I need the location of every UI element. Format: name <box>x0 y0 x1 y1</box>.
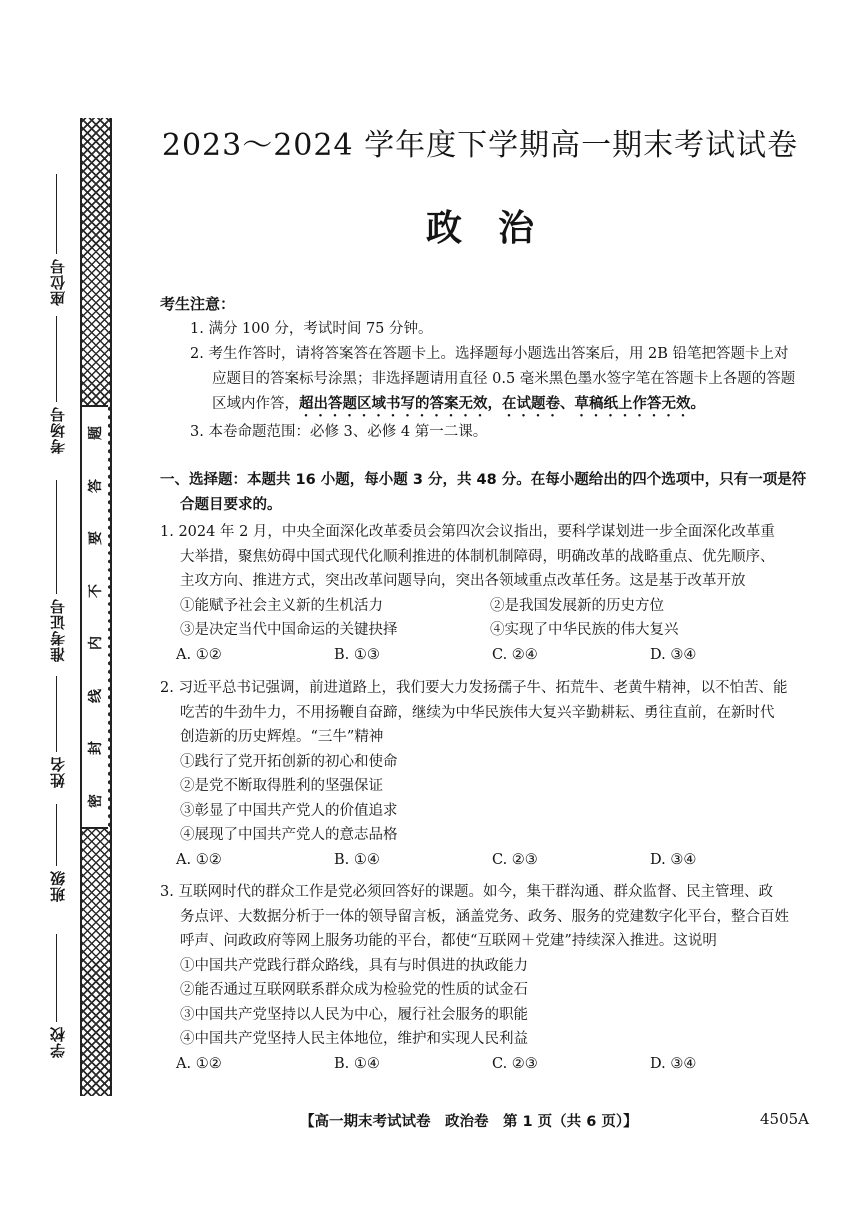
question-stem: 大举措，聚焦妨碍中国式现代化顺利推进的体制机制障碍，明确改革的战略重点、优先顺序、 <box>180 548 775 565</box>
choice-b[interactable]: B. ①④ <box>334 1055 380 1072</box>
statement: ①践行了党开拓创新的初心和使命 <box>180 753 398 770</box>
section-heading <box>160 468 820 518</box>
statement: ②是党不断取得胜利的坚强保证 <box>180 778 383 794</box>
exam-title: 2023～2024 学年度下学期高一期末考试试卷 <box>161 128 799 163</box>
seal-char: 封 <box>88 741 104 756</box>
notice-heading: 考生注意： <box>160 295 236 313</box>
question-1 <box>160 520 820 667</box>
admission-number-label: 准考证号 <box>48 598 67 662</box>
statement-row <box>160 618 820 643</box>
school-field[interactable] <box>42 1026 72 1058</box>
class-field[interactable] <box>42 870 72 902</box>
seal-line-text <box>82 405 108 829</box>
subject-title: 政 治 <box>425 208 534 249</box>
seal-char: 答 <box>88 478 104 493</box>
notice-item-2c <box>160 392 820 420</box>
binding-margin <box>0 0 120 1216</box>
statement: ④中国共产党坚持人民主体地位，维护和实现人民利益 <box>180 1031 528 1047</box>
choice-d[interactable]: D. ③④ <box>650 851 697 868</box>
seat-number-label: 座位号 <box>48 258 67 306</box>
name-field[interactable] <box>42 756 72 788</box>
statement-row <box>160 594 820 619</box>
class-line <box>56 804 57 866</box>
statement: ④实现了中华民族的伟大复兴 <box>490 622 679 638</box>
choice-row <box>160 1052 820 1077</box>
exam-room-line <box>56 316 57 402</box>
question-stem: 务点评、大数据分析于一体的领导留言板，涵盖党务、政务、服务的党建数字化平台，整合百姓 <box>180 908 789 925</box>
choice-d[interactable]: D. ③④ <box>650 646 697 663</box>
school-line <box>56 934 57 1022</box>
statement: ③是决定当代中国命运的关键抉择 <box>180 622 398 638</box>
exam-room-field[interactable] <box>42 406 72 454</box>
notice-item-2b: 应题目的答案标号涂黑；非选择题请用直径 0.5 毫米黑色墨水签字笔在答题卡上各题的答题 <box>212 371 796 387</box>
choice-b[interactable]: B. ①③ <box>334 646 380 663</box>
question-stem: 主攻方向、推进方式，突出改革问题导向，突出各领域重点改革任务。这是基于改革开放 <box>180 573 746 589</box>
admission-number-field[interactable] <box>42 598 72 662</box>
choice-c[interactable]: C. ②③ <box>492 851 538 868</box>
seal-char: 不 <box>88 583 104 598</box>
statement: ③中国共产党坚持以人民为中心，履行社会服务的职能 <box>180 1006 528 1023</box>
choice-row <box>160 643 820 668</box>
statement: ①能赋予社会主义新的生机活力 <box>180 597 383 614</box>
choice-row <box>160 848 820 873</box>
seal-char: 题 <box>88 426 104 441</box>
question-3 <box>160 880 820 1076</box>
notice-emphasis: 超出答题区域书写的答案无效，在试题卷、草稿纸上作答无效。 <box>299 396 705 412</box>
choice-c[interactable]: C. ②④ <box>492 646 538 663</box>
school-label: 学校 <box>48 1026 67 1058</box>
question-stem: 创造新的历史辉煌。“三牛”精神 <box>180 729 384 745</box>
notice-item-2c-text: 区域内作答， <box>212 396 299 412</box>
page-footer: 【高一期末考试试卷 政治卷 第 1 页（共 6 页）】 <box>300 1114 638 1130</box>
choice-b[interactable]: B. ①④ <box>334 851 380 868</box>
choice-a[interactable]: A. ①② <box>176 646 222 663</box>
seal-char: 密 <box>88 793 104 808</box>
question-2 <box>160 676 820 872</box>
statement: ②是我国发展新的历史方位 <box>490 597 664 614</box>
choice-d[interactable]: D. ③④ <box>650 1055 697 1072</box>
admission-number-line <box>56 480 57 594</box>
statement: ①中国共产党践行群众路线，具有与时俱进的执政能力 <box>180 957 528 974</box>
section-line-2: 合题目要求的。 <box>180 497 282 513</box>
question-stem: 1. 2024 年 2 月，中央全面深化改革委员会第四次会议指出，要科学谋划进一步全面深化改革重 <box>160 524 775 540</box>
section-line-1: 一、选择题：本题共 16 小题，每小题 3 分，共 48 分。在每小题给出的四个选项中，只有一项是符 <box>160 472 807 488</box>
notice-item-2a: 2. 考生作答时，请将答案答在答题卡上。选择题每小题选出答案后，用 2B 铅笔把答题卡上对 <box>190 346 789 362</box>
question-stem: 2. 习近平总书记强调，前进道路上，我们要大力发扬孺子牛、拓荒牛、老黄牛精神，以不怕苦、能 <box>160 680 788 696</box>
seat-number-line <box>56 174 57 254</box>
name-label: 姓名 <box>48 756 67 788</box>
paper-code: 4505A <box>760 1110 810 1128</box>
question-stem: 吃苦的牛劲牛力，不用扬鞭自奋蹄，继续为中华民族伟大复兴辛勤耕耘、勇往直前，在新时代 <box>180 704 775 721</box>
candidate-notice <box>160 292 820 445</box>
statement: ②能否通过互联网联系群众成为检验党的性质的试金石 <box>180 982 528 998</box>
choice-a[interactable]: A. ①② <box>176 851 222 868</box>
seal-char: 线 <box>88 688 104 703</box>
question-stem: 呼声、问政政府等网上服务功能的平台，都使“互联网＋党建”持续深入推进。这说明 <box>180 933 717 949</box>
choice-a[interactable]: A. ①② <box>176 1055 222 1072</box>
exam-room-label: 考场号 <box>48 406 67 454</box>
notice-item-3: 3. 本卷命题范围：必修 3、必修 4 第一二课。 <box>190 424 488 440</box>
choice-c[interactable]: C. ②③ <box>492 1055 538 1072</box>
question-stem: 3. 互联网时代的群众工作是党必须回答好的课题。如今，集干群沟通、群众监督、民主管理、政 <box>160 884 773 900</box>
seat-number-field[interactable] <box>42 258 72 306</box>
notice-item-1: 1. 满分 100 分，考试时间 75 分钟。 <box>190 321 433 337</box>
seal-char: 内 <box>88 636 104 651</box>
statement: ③彰显了中国共产党人的价值追求 <box>180 802 398 819</box>
name-line <box>56 676 57 752</box>
statement: ④展现了中国共产党人的意志品格 <box>180 827 398 843</box>
seal-char: 要 <box>88 531 104 546</box>
class-label: 班级 <box>48 870 67 902</box>
